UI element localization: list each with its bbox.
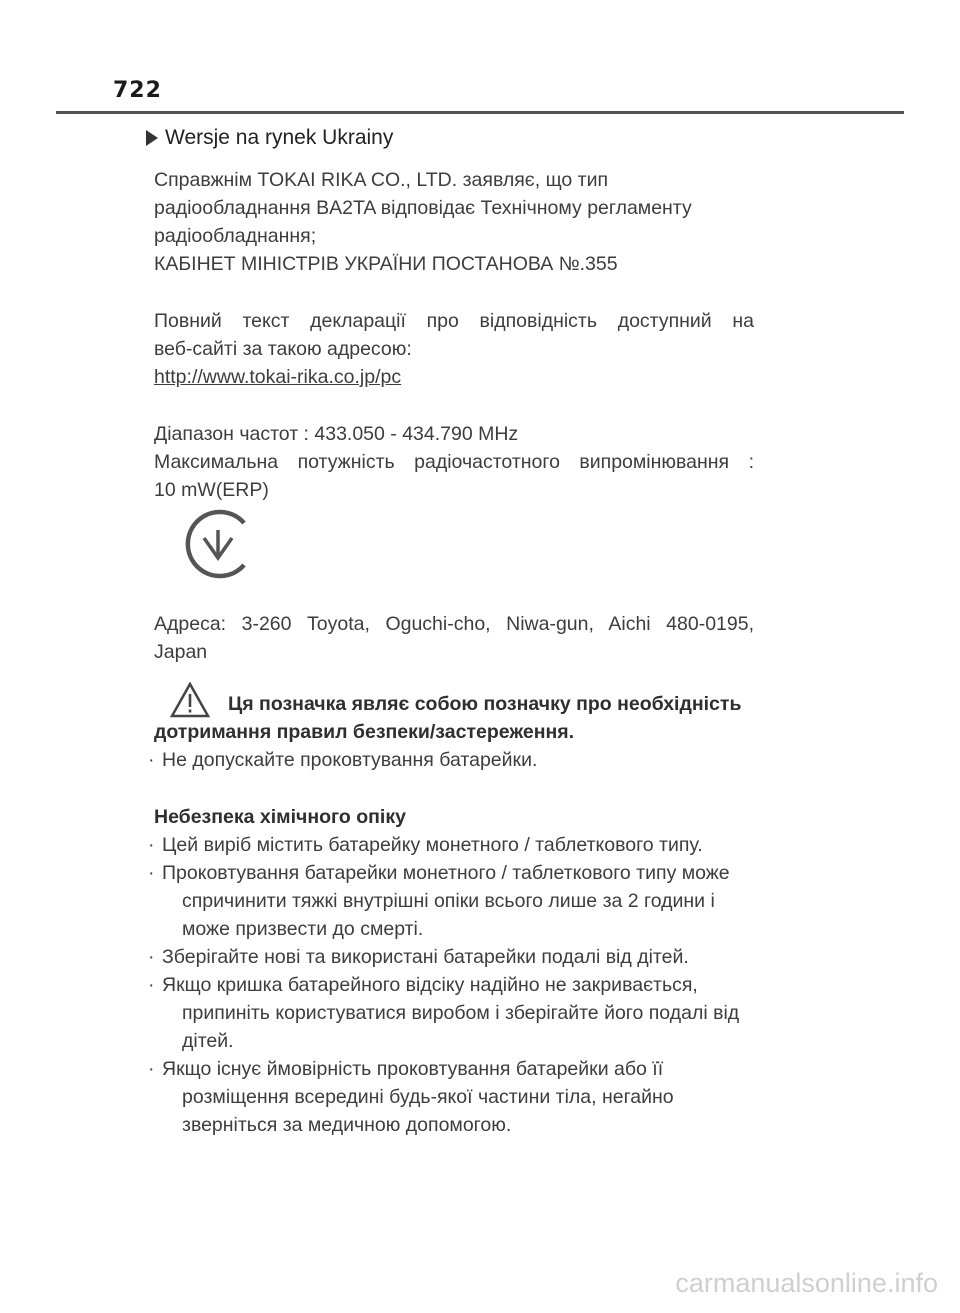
bullet-marker: · <box>148 1058 155 1080</box>
declaration-url-link[interactable]: http://www.tokai-rika.co.jp/pc <box>154 366 402 388</box>
list-item-text: Якщо існує ймовірність проковтування батарейки або її <box>162 1058 664 1080</box>
max-power-value: 10 mW(ERP) <box>154 479 269 501</box>
chemical-burn-section <box>148 803 754 1139</box>
section-heading <box>146 126 393 150</box>
bullet-marker: · <box>148 974 155 996</box>
page-content <box>148 166 754 1139</box>
list-item-text: Якщо кришка батарейного відсіку надійно не закривається, <box>162 974 698 996</box>
list-item-text: спричинити тяжкі внутрішні опіки всього лише за 2 години і <box>182 890 715 912</box>
bullet-marker: · <box>148 834 155 856</box>
address-paragraph <box>154 610 754 666</box>
max-power-label: Максимальна потужність радіочастотного випромінювання : <box>154 451 754 473</box>
full-text-line: веб-сайті за такою адресою: <box>154 338 412 360</box>
full-text-paragraph <box>154 307 754 391</box>
address-line: Japan <box>154 641 208 663</box>
frequency-range: Діапазон частот : 433.050 - 434.790 MHz <box>154 423 519 445</box>
section-heading-text: Wersje na rynek Ukrainy <box>165 126 394 149</box>
bullet-marker: · <box>148 946 155 968</box>
caution-title-line: дотримання правил безпеки/застереження. <box>154 721 575 743</box>
caution-bullet <box>148 746 754 774</box>
declaration-paragraph <box>154 166 754 278</box>
list-item-text: дітей. <box>182 1030 234 1052</box>
certification-mark <box>154 508 754 600</box>
full-text-line: Повний текст декларації про відповідність доступний на <box>154 310 754 332</box>
radio-specs <box>154 420 754 504</box>
watermark: carmanualsonline.info <box>675 1268 938 1298</box>
declaration-line: радіообладнання; <box>154 225 317 247</box>
caution-title-line: Ця позначка являє собою позначку про необхідність <box>228 693 742 715</box>
caution-bullet-text: Не допускайте проковтування батарейки. <box>162 749 538 771</box>
declaration-line: Справжнім TOKAI RIKA CO., LTD. заявляє, що тип <box>154 169 609 191</box>
ukrsepro-conformity-mark-icon <box>182 508 254 580</box>
caution-block <box>148 682 754 774</box>
page-number: 722 <box>113 78 162 103</box>
bullet-marker: · <box>148 862 155 884</box>
list-item-text: розміщення всередині будь-якої частини тіла, негайно <box>182 1086 674 1108</box>
declaration-line: радіообладнання BA2TA відповідає Технічному регламенту <box>154 197 692 219</box>
list-item <box>148 859 754 943</box>
header-divider <box>56 111 904 114</box>
list-item-text: Проковтування батарейки монетного / таблеткового типу може <box>162 862 730 884</box>
chemical-burn-heading: Небезпека хімічного опіку <box>154 806 406 828</box>
play-arrow-icon <box>146 130 158 146</box>
list-item-text: припиніть користуватися виробом і зберігайте його подалі від <box>182 1002 740 1024</box>
list-item-text: Цей виріб містить батарейку монетного / таблеткового типу. <box>162 834 703 856</box>
list-item-text: зверніться за медичною допомогою. <box>182 1114 512 1136</box>
list-item <box>148 943 754 971</box>
list-item <box>148 1055 754 1139</box>
declaration-line: КАБІНЕТ МІНІСТРІВ УКРАЇНИ ПОСТАНОВА №.355 <box>154 253 618 275</box>
bullet-marker: · <box>148 749 155 771</box>
list-item-text: може призвести до смерті. <box>182 918 424 940</box>
list-item-text: Зберігайте нові та використані батарейки подалі від дітей. <box>162 946 689 968</box>
warning-triangle-icon <box>170 682 210 718</box>
address-line: Адреса: 3-260 Toyota, Oguchi-cho, Niwa-gun, Aichi 480-0195, <box>154 613 754 635</box>
list-item <box>148 831 754 859</box>
list-item <box>148 971 754 1055</box>
